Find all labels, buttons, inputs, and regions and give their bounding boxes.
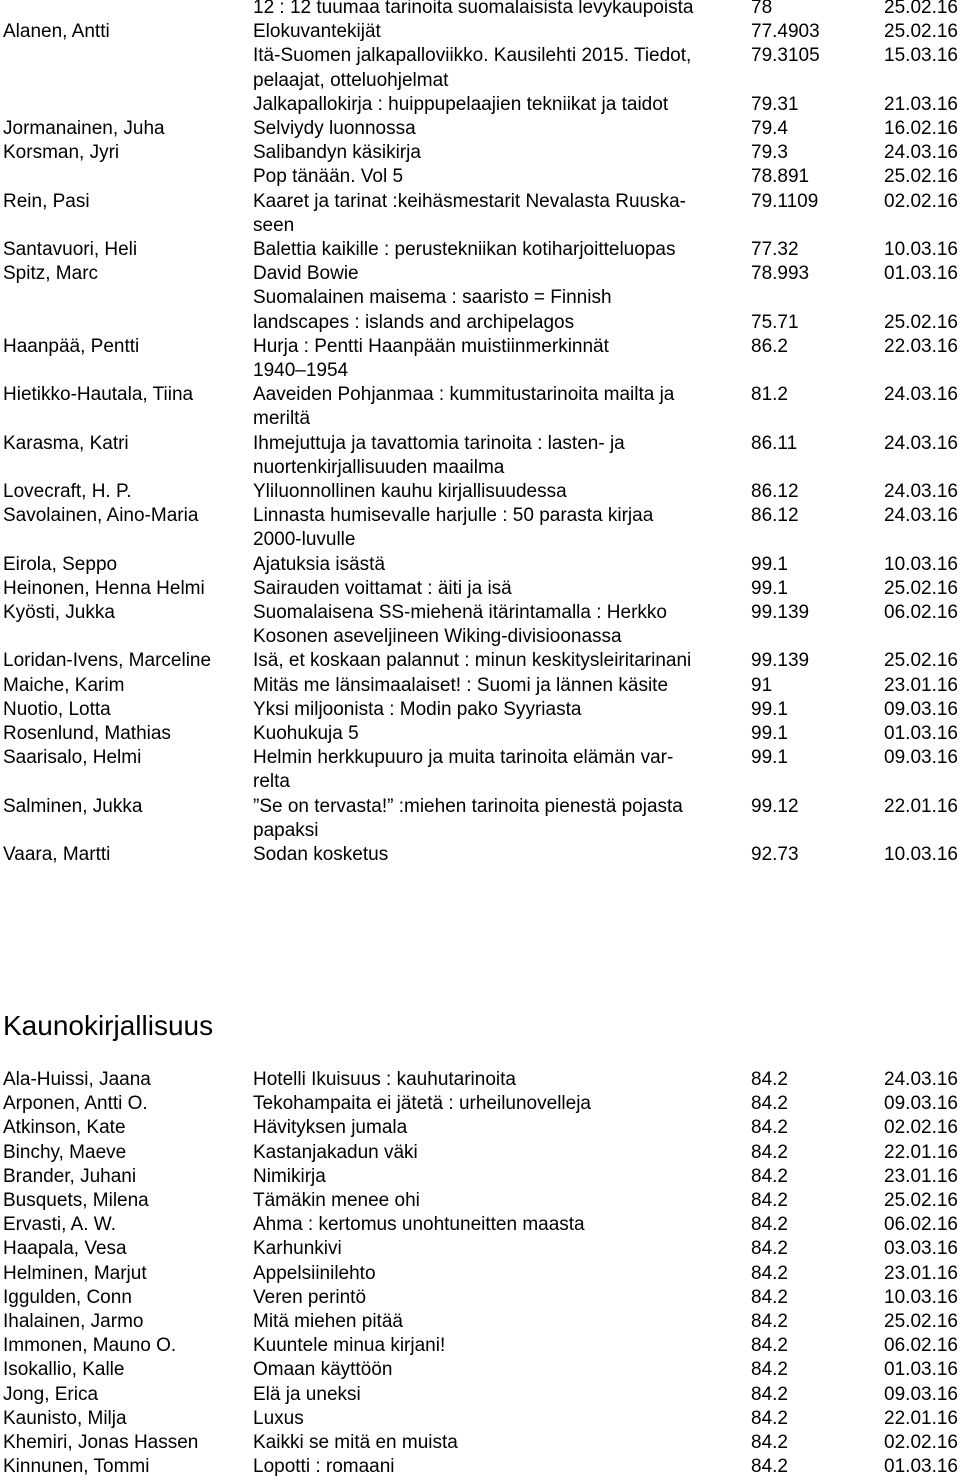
row-title: Appelsiinilehto [253,1262,376,1284]
row-date: 24.03.16 [884,142,958,164]
row-author: Alanen, Antti [3,21,110,43]
row-class: 84.2 [751,1456,788,1478]
row-title: Hävityksen jumala [253,1117,408,1139]
row-date: 16.02.16 [884,118,958,139]
list-row [0,625,960,649]
row-class: 86.2 [751,335,788,357]
row-title: Luxus [253,1407,304,1429]
row-author: Khemiri, Jonas Hassen [3,1432,199,1453]
row-title: relta [253,771,290,793]
row-title: Nimikirja [253,1165,326,1187]
row-date: 22.01.16 [884,1141,958,1163]
list-row [0,1165,960,1189]
row-date: 01.03.16 [884,1359,958,1381]
list-row [0,1262,960,1286]
row-date: 02.02.16 [884,1117,958,1139]
row-title: Mitäs me länsimaalaiset! : Suomi ja lännen käsite [253,674,669,696]
row-date: 02.02.16 [884,1432,958,1453]
row-date: 25.02.16 [884,21,958,43]
row-title: Kuohukuja 5 [253,723,359,744]
row-class: 92.73 [751,844,799,865]
row-author: Atkinson, Kate [3,1117,126,1139]
row-title: Ihmejuttuja ja tavattomia tarinoita : lasten- ja [253,432,625,454]
list-row [0,601,960,625]
list-row [0,20,960,44]
list-row [0,44,960,68]
row-class: 75.71 [751,311,799,333]
row-class: 86.11 [751,432,798,454]
list-row [0,1334,960,1358]
row-author: Karasma, Katri [3,432,129,454]
row-class: 91 [751,674,773,696]
row-class: 77.32 [751,239,799,260]
row-date: 24.03.16 [884,432,958,454]
list-row [0,1237,960,1261]
row-date: 25.02.16 [884,1311,958,1332]
row-date: 25.02.16 [884,650,958,672]
row-title: David Bowie [253,263,359,285]
row-author: Rein, Pasi [3,190,90,212]
row-class: 79.31 [751,93,799,115]
row-title: ”Se on tervasta!” :miehen tarinoita pienestä pojasta [253,795,683,817]
row-author: Haapala, Vesa [3,1238,127,1260]
row-title: Tekohampaita ei jätetä : urheilunovelleja [253,1093,591,1115]
row-author: Nuotio, Lotta [3,698,111,720]
row-class: 99.1 [751,723,788,744]
row-date: 15.03.16 [884,45,958,67]
row-title: Linnasta humisevalle harjulle : 50 parasta kirjaa [253,505,654,527]
row-class: 84.2 [751,1383,788,1405]
row-date: 06.02.16 [884,1214,958,1236]
row-date: 10.03.16 [884,239,958,260]
row-title: Lopotti : romaani [253,1456,395,1478]
list-row [0,746,960,770]
list-row [0,698,960,722]
row-class: 84.2 [751,1093,788,1115]
list-row [0,69,960,93]
row-author: Busquets, Milena [3,1190,149,1211]
row-author: Brander, Juhani [3,1165,137,1187]
row-class: 99.139 [751,602,810,623]
list-row [0,1116,960,1140]
section-heading: Kaunokirjallisuus [3,1010,214,1041]
row-author: Haanpää, Pentti [3,335,140,357]
row-author: Santavuori, Heli [3,239,138,260]
row-title: Karhunkivi [253,1238,342,1260]
list-row [0,1189,960,1213]
row-class: 81.2 [751,384,788,406]
list-row [0,141,960,165]
row-class: 99.139 [751,650,810,672]
list-row [0,649,960,673]
row-title: Sairauden voittamat : äiti ja isä [253,577,512,599]
row-title: Tämäkin menee ohi [253,1190,420,1211]
row-date: 25.02.16 [884,1190,958,1211]
row-title: Yliluonnollinen kauhu kirjallisuudessa [253,481,567,502]
list-row [0,432,960,456]
row-class: 84.2 [751,1214,788,1236]
list-row [0,1407,960,1431]
row-date: 03.03.16 [884,1238,958,1260]
row-class: 99.1 [751,577,788,599]
row-class: 84.2 [751,1432,788,1453]
row-date: 25.02.16 [884,577,958,599]
row-title: Itä-Suomen jalkapalloviikko. Kausilehti 2015. Tiedot, [253,45,692,67]
row-author: Maiche, Karim [3,674,125,696]
row-date: 24.03.16 [884,384,958,406]
row-author: Helminen, Marjut [3,1262,147,1284]
row-author: Arponen, Antti O. [3,1093,148,1115]
row-date: 23.01.16 [884,1165,958,1187]
list-row [0,407,960,431]
row-class: 86.12 [751,481,799,502]
row-class: 84.2 [751,1407,788,1429]
row-author: Vaara, Martti [3,844,111,865]
row-author: Savolainen, Aino-Maria [3,505,199,527]
row-title: 1940‒1954 [253,360,349,381]
list-row [0,1286,960,1310]
row-date: 23.01.16 [884,1262,958,1284]
list-row [0,577,960,601]
list-row [0,1213,960,1237]
row-author: Korsman, Jyri [3,142,120,164]
row-title: Helmin herkkupuuro ja muita tarinoita elämän var- [253,747,674,769]
row-date: 24.03.16 [884,505,958,527]
list-row [0,1092,960,1116]
row-author: Binchy, Maeve [3,1141,127,1163]
list-row [0,117,960,141]
row-author: Ervasti, A. W. [3,1214,116,1236]
row-title: Mitä miehen pitää [253,1311,403,1332]
row-author: Hietikko-Hautala, Tiina [3,384,194,406]
list-row [0,795,960,819]
row-date: 01.03.16 [884,263,958,285]
list-row [0,335,960,359]
row-class: 84.2 [751,1069,788,1090]
row-title: Veren perintö [253,1286,367,1308]
row-date: 22.03.16 [884,335,958,357]
list-row [0,383,960,407]
row-class: 79.4 [751,118,788,139]
list-row [0,1310,960,1334]
row-title: meriltä [253,408,311,430]
row-author: Eirola, Seppo [3,553,118,575]
row-class: 84.2 [751,1238,788,1260]
row-date: 22.01.16 [884,795,958,817]
list-row [0,1141,960,1165]
row-class: 84.2 [751,1165,788,1187]
list-row [0,1455,960,1479]
row-class: 77.4903 [751,21,820,43]
list-row [0,1068,960,1092]
row-class: 84.2 [751,1286,788,1308]
list-row [0,286,960,310]
list-row [0,93,960,117]
list-row [0,262,960,286]
row-date: 09.03.16 [884,1093,958,1115]
row-class: 84.2 [751,1335,788,1357]
row-title: Balettia kaikille : perustekniikan kotiharjoitteluopas [253,239,676,260]
row-author: Spitz, Marc [3,263,99,285]
row-class: 99.1 [751,553,788,575]
row-class: 78.993 [751,263,810,285]
row-date: 25.02.16 [884,166,958,188]
row-date: 02.02.16 [884,190,958,212]
row-date: 21.03.16 [884,93,958,115]
row-class: 86.12 [751,505,799,527]
row-date: 10.03.16 [884,844,958,865]
row-date: 22.01.16 [884,1407,958,1429]
row-class: 79.3105 [751,45,820,67]
row-author: Kaunisto, Milja [3,1407,127,1429]
row-title: Kaaret ja tarinat :keihäsmestarit Nevalasta Ruuska- [253,190,686,212]
row-class: 79.3 [751,142,788,164]
row-title: Omaan käyttöön [253,1359,393,1381]
list-row [0,359,960,383]
row-title: Jalkapallokirja : huippupelaajien tekniikat ja taidot [253,93,669,115]
list-row [0,165,960,189]
row-author: Loridan-Ivens, Marceline [3,650,212,672]
row-date: 06.02.16 [884,602,958,623]
row-title: Suomalainen maisema : saaristo = Finnish [253,287,612,309]
row-date: 24.03.16 [884,1069,958,1090]
row-author: Iggulden, Conn [3,1286,132,1308]
row-author: Immonen, Mauno O. [3,1335,177,1357]
row-title: Yksi miljoonista : Modin pako Syyriasta [253,698,582,720]
row-class: 78.891 [751,166,810,188]
row-title: nuortenkirjallisuuden maailma [253,456,505,478]
row-class: 78 [751,0,773,18]
row-title: Elokuvantekijät [253,21,381,43]
row-date: 10.03.16 [884,1286,958,1308]
row-title: Aaveiden Pohjanmaa : kummitustarinoita mailta ja [253,384,675,406]
row-title: landscapes : islands and archipelagos [253,311,575,333]
row-date: 01.03.16 [884,1456,958,1478]
row-date: 10.03.16 [884,553,958,575]
row-title: Elä ja uneksi [253,1383,361,1405]
row-title: Suomalaisena SS-miehenä itärintamalla : Herkko [253,602,667,623]
row-class: 84.2 [751,1359,788,1381]
list-row [0,819,960,843]
row-author: Jong, Erica [3,1383,99,1405]
list-row [0,0,960,20]
row-author: Kyösti, Jukka [3,602,115,623]
list-row [0,1431,960,1455]
list-row [0,190,960,214]
row-title: Kuuntele minua kirjani! [253,1335,446,1357]
row-title: Isä, et koskaan palannut : minun keskitysleiritarinani [253,650,692,672]
list-row [0,553,960,577]
row-class: 99.1 [751,698,788,720]
row-class: 99.1 [751,747,788,769]
row-author: Lovecraft, H. P. [3,481,132,502]
row-class: 99.12 [751,795,799,817]
row-date: 06.02.16 [884,1335,958,1357]
row-title: Ajatuksia isästä [253,553,386,575]
list-row [0,528,960,552]
row-date: 25.02.16 [884,311,958,333]
row-title: Hotelli Ikuisuus : kauhutarinoita [253,1069,516,1090]
row-class: 84.2 [751,1262,788,1284]
row-author: Saarisalo, Helmi [3,747,142,769]
row-title: seen [253,214,295,236]
list-row [0,722,960,746]
row-class: 84.2 [751,1311,788,1332]
list-row [0,238,960,262]
row-title: papaksi [253,819,319,841]
row-title: Kastanjakadun väki [253,1141,418,1163]
list-row [0,770,960,794]
row-title: pelaajat, otteluohjelmat [253,69,449,91]
row-title: 2000-luvulle [253,529,356,551]
list-row [0,843,960,867]
row-title: Sodan kosketus [253,844,389,865]
row-author: Kinnunen, Tommi [3,1456,150,1478]
row-title: Hurja : Pentti Haanpään muistiinmerkinnät [253,335,609,357]
list-row [0,504,960,528]
row-author: Ihalainen, Jarmo [3,1311,144,1332]
row-title: 12 : 12 tuumaa tarinoita suomalaisista levykaupoista [253,0,694,18]
row-class: 79.1109 [751,190,819,212]
row-title: Kaikki se mitä en muista [253,1432,458,1453]
row-date: 23.01.16 [884,674,958,696]
row-date: 24.03.16 [884,481,958,502]
row-author: Ala-Huissi, Jaana [3,1069,151,1090]
list-row [0,480,960,504]
row-author: Rosenlund, Mathias [3,723,171,744]
row-author: Jormanainen, Juha [3,118,165,139]
row-date: 09.03.16 [884,1383,958,1405]
row-title: Kosonen aseveljineen Wiking-divisioonassa [253,626,622,648]
list-row [0,311,960,335]
row-date: 01.03.16 [884,723,958,744]
list-row [0,1383,960,1407]
row-title: Salibandyn käsikirja [253,142,421,164]
row-title: Pop tänään. Vol 5 [253,166,404,188]
list-row [0,456,960,480]
row-class: 84.2 [751,1141,788,1163]
list-row [0,1358,960,1382]
row-author: Salminen, Jukka [3,795,143,817]
row-author: Isokallio, Kalle [3,1359,125,1381]
row-author: Heinonen, Henna Helmi [3,577,205,599]
list-row [0,214,960,238]
row-title: Ahma : kertomus unohtuneitten maasta [253,1214,585,1236]
row-date: 09.03.16 [884,698,958,720]
list-row [0,674,960,698]
row-class: 84.2 [751,1190,788,1211]
row-date: 09.03.16 [884,747,958,769]
row-class: 84.2 [751,1117,788,1139]
row-date: 25.02.16 [884,0,958,18]
row-title: Selviydy luonnossa [253,118,416,139]
